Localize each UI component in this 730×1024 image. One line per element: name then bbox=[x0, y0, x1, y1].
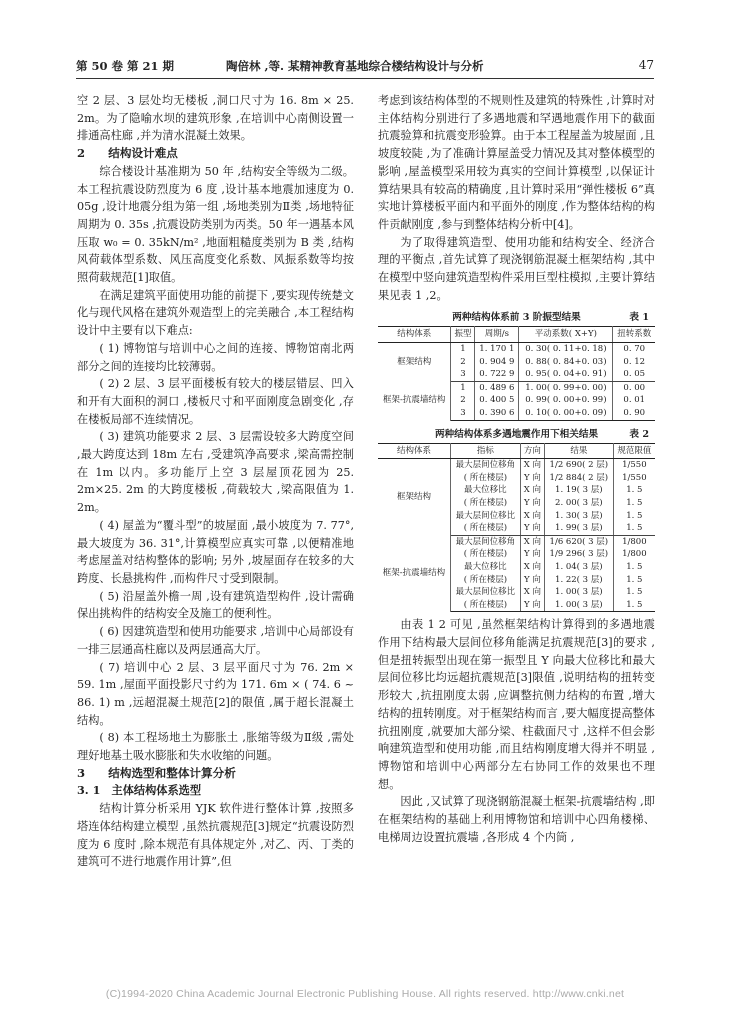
table-row bbox=[378, 535, 655, 548]
table-cell: 最大层间位移角 bbox=[450, 535, 520, 548]
page-number: 47 bbox=[638, 58, 654, 72]
table-cell: 1. 00( 3 层) bbox=[544, 599, 613, 612]
table-cell: Y 向 bbox=[520, 599, 544, 612]
table-cell: 框架-抗震墙结构 bbox=[378, 535, 450, 612]
subsection-heading: 3. 1 主体结构体系选型 bbox=[77, 783, 202, 798]
running-header bbox=[76, 50, 654, 74]
table-cell: Y 向 bbox=[520, 548, 544, 561]
paragraph: 结构计算分析采用 YJK 软件进行整体计算 ,按照多塔连体结构建立模型 ,虽然抗震规范[3]规定“抗震设防烈度为 6 度时 ,除本规范有具体规定外 ,对乙、丙、丁类的建筑可不进行地震作用计算”,但 bbox=[77, 802, 354, 869]
list-item: ( 6) 因建筑造型和使用功能要求 ,培训中心局部设有一排三层通高柱廊以及两层通高大厅。 bbox=[77, 625, 354, 656]
table-cell: X 向 bbox=[520, 561, 544, 574]
list-item: ( 2) 2 层、3 层平面楼板有较大的楼层错层、凹入和开有大面积的洞口 ,楼板尺寸和平面刚度急剧变化 ,存在楼板局部不连续情况。 bbox=[77, 377, 354, 426]
list-item: ( 7) 培训中心 2 层、3 层平面尺寸为 76. 2m × 59. 1m ,屋面平面投影尺寸约为 171. 6m × ( 74. 6 ~ 86. 1) m ,远超混凝土规范[2]的限值 ,属于超长混凝土结构。 bbox=[77, 660, 354, 727]
table-cell: 1/550 bbox=[622, 472, 647, 483]
table-cell: X 向 bbox=[520, 459, 544, 472]
table-cell: 框架-抗震墙结构 bbox=[378, 381, 451, 420]
table-cell: 0. 00 bbox=[623, 382, 646, 393]
table-cell: 3 bbox=[451, 368, 475, 381]
table-cell: 1/6 620( 3 层) bbox=[544, 535, 613, 548]
table-cell: 最大层间位移比 bbox=[450, 586, 520, 599]
table-cell: 1. 22( 3 层) bbox=[544, 574, 613, 587]
table-caption bbox=[378, 310, 655, 326]
paragraph: 为了取得建筑造型、使用功能和结构安全、经济合理的平衡点 ,首先试算了现浇钢筋混凝土框架结构 ,其中在模型中竖向建筑造型构件采用巨型柱模拟 ,主要计算结果见表 1 ,2。 bbox=[378, 235, 655, 302]
list-item: ( 4) 屋盖为“覆斗型”的坡屋面 ,最小坡度为 7. 77°,最大坡度为 36. 31°,计算模型应真实可靠 ,以便精准地考虑屋盖对结构整体的影响; 另外 ,坡屋面存在较多的大跨度、长悬挑构件 ,而构件尺寸受到限制。 bbox=[77, 518, 354, 585]
list-item: ( 3) 建筑功能要求 2 层、3 层需设较多大跨度空间 ,最大跨度达到 18m 左右 ,受建筑净高要求 ,梁高需控制在 1m 以内。多功能厅上空 3 层屋顶花园为 25. 2m×25. 2m 的大跨度楼板 ,荷载较大 ,梁高限值为 1. 2m。 bbox=[77, 430, 354, 515]
table-cell: 1/800 bbox=[622, 549, 647, 560]
table-cell: 0. 10( 0. 00+0. 09) bbox=[519, 407, 613, 420]
table-cell: 1. 00( 0. 99+0. 00) bbox=[519, 381, 613, 394]
list-item: ( 5) 沿屋盖外檐一周 ,设有建筑造型构件 ,设计需确保出挑构件的结构安全及施工的便利性。 bbox=[77, 589, 354, 621]
table-cell: X 向 bbox=[520, 484, 544, 497]
list-item: ( 1) 博物馆与培训中心之间的连接、博物馆南北两部分之间的连接均比较薄弱。 bbox=[77, 341, 354, 373]
table-cell: 最大层间位移角 bbox=[450, 459, 520, 472]
table-cell: 1 bbox=[451, 381, 475, 394]
table-cell: X 向 bbox=[520, 535, 544, 548]
section-heading: 2 结构设计难点 bbox=[77, 146, 178, 161]
table-cell: 框架结构 bbox=[378, 459, 450, 536]
table-cell: 1. 5 bbox=[613, 599, 655, 612]
table-cell: ( 所在楼层) bbox=[450, 472, 520, 485]
table-cell: Y 向 bbox=[520, 574, 544, 587]
table-cell: 0. 30( 0. 11+0. 18) bbox=[519, 343, 613, 356]
table-cell: 1. 5 bbox=[626, 587, 643, 598]
table-cell: 0. 70 bbox=[623, 344, 646, 355]
table-cell: ( 所在楼层) bbox=[450, 548, 520, 561]
table-header: 周期/s bbox=[475, 327, 519, 343]
table-cell: Y 向 bbox=[520, 497, 544, 510]
table-header: 结构体系 bbox=[378, 443, 450, 459]
table-cell: 0. 12 bbox=[623, 356, 646, 367]
paragraph: 由表 1 2 可见 ,虽然框架结构计算得到的多遇地震作用下结构最大层间位移角能满足抗震规范[3]的要求 ,但是扭转振型出现在第一振型且 Y 向最大位移比和最大层间位移比均远超抗震规范[3]限值 ,说明结构的扭转变形较大 ,抗扭刚度太弱 ,应调整抗侧力结构的布置 ,增大结构的扭转刚度。对于框架结构而言 ,要大幅度提高整体抗扭刚度 ,就要加大部分梁、柱截面尺寸 ,这样不但会影响建筑造型和使用功能 ,而且结构刚度增大得并不明显 ,博物馆和培训中心两部分左右协同工作的效果也不理想。 bbox=[378, 618, 655, 791]
table-cell: 1/2 884( 2 层) bbox=[544, 472, 613, 485]
table-cell: 1. 5 bbox=[626, 485, 643, 496]
table-cell: 最大位移比 bbox=[450, 561, 520, 574]
table-cell: 0. 489 6 bbox=[475, 381, 519, 394]
header-rule bbox=[76, 78, 654, 79]
table-cell: ( 所在楼层) bbox=[450, 574, 520, 587]
table-cell: 1 bbox=[451, 343, 475, 356]
table-cell: ( 所在楼层) bbox=[450, 522, 520, 535]
table-header: 规范限值 bbox=[613, 443, 655, 459]
table-cell: 0. 88( 0. 84+0. 03) bbox=[519, 356, 613, 369]
table-cell: 0. 01 bbox=[623, 395, 646, 406]
table-cell: 2. 00( 3 层) bbox=[544, 497, 613, 510]
section-heading: 3 结构选型和整体计算分析 bbox=[77, 765, 236, 780]
table-cell: 1. 00( 3 层) bbox=[544, 586, 613, 599]
table-row bbox=[378, 343, 655, 356]
table-header: 方向 bbox=[520, 443, 544, 459]
table-cell: Y 向 bbox=[520, 522, 544, 535]
table-cell: 2 bbox=[451, 394, 475, 407]
table-cell: 框架结构 bbox=[378, 343, 451, 382]
table-cell: 0. 95( 0. 04+0. 91) bbox=[519, 368, 613, 381]
table-header: 指标 bbox=[450, 443, 520, 459]
table-caption bbox=[378, 427, 655, 443]
table-cell: 0. 390 6 bbox=[475, 407, 519, 420]
table-cell: 最大层间位移比 bbox=[450, 510, 520, 523]
table-cell: 1. 5 bbox=[626, 574, 643, 585]
table-cell: 0. 722 9 bbox=[475, 368, 519, 381]
table-cell: 1. 5 bbox=[626, 497, 643, 508]
table-header: 结构体系 bbox=[378, 327, 451, 343]
table-header: 平动系数( X+Y) bbox=[519, 327, 613, 343]
table-cell: 0. 400 5 bbox=[475, 394, 519, 407]
table-2 bbox=[378, 427, 655, 613]
paragraph: 综合楼设计基准期为 50 年 ,结构安全等级为二级。本工程抗震设防烈度为 6 度 ,设计基本地震加速度为 0. 05g ,设计地震分组为第一组 ,场地类别为Ⅱ类 ,场地特征周期为 0. 35s ,抗震设防类别为丙类。50 年一遇基本风压取 w₀ = 0. 35kN/m² ,地面粗糙度类别为 B 类 ,结构风荷载体型系数、风压高度变化系数、风振系数等均按照荷载规范[1]取值。 bbox=[77, 164, 354, 285]
table-cell: 1. 30( 3 层) bbox=[544, 510, 613, 523]
table-header: 扭转系数 bbox=[613, 327, 655, 343]
copyright-footer: (C)1994-2020 China Academic Journal Electronic Publishing House. All rights reserved. http://www.cnki.net bbox=[105, 988, 625, 1000]
table-cell: ( 所在楼层) bbox=[450, 497, 520, 510]
list-item: ( 8) 本工程场地土为膨胀土 ,胀缩等级为Ⅱ级 ,需处理好地基土吸水膨胀和失水收缩的问题。 bbox=[77, 731, 354, 763]
table-cell: 最大位移比 bbox=[450, 484, 520, 497]
table-header: 结果 bbox=[544, 443, 613, 459]
table-title: 两种结构体系前 3 阶振型结果 bbox=[452, 312, 581, 324]
right-column bbox=[378, 92, 655, 846]
table-cell: ( 所在楼层) bbox=[450, 599, 520, 612]
table-cell: X 向 bbox=[520, 586, 544, 599]
table-cell: 2 bbox=[451, 356, 475, 369]
journal-volume: 第 50 卷 第 21 期 bbox=[76, 59, 175, 73]
table-cell: 0. 90 bbox=[613, 407, 655, 420]
table-cell: 1. 170 1 bbox=[475, 343, 519, 356]
table-header: 振型 bbox=[451, 327, 475, 343]
table-cell: 3 bbox=[451, 407, 475, 420]
table-row bbox=[378, 381, 655, 394]
table-cell: 1. 04( 3 层) bbox=[544, 561, 613, 574]
table-cell: 1/800 bbox=[622, 536, 647, 547]
left-column bbox=[77, 92, 354, 871]
paragraph: 因此 ,又试算了现浇钢筋混凝土框架-抗震墙结构 ,即在框架结构的基础上利用博物馆和培训中心四角楼梯、电梯周边设置抗震墙 ,各形成 4 个内筒 , bbox=[378, 795, 655, 844]
table-cell: 1. 5 bbox=[626, 561, 643, 572]
table-cell: Y 向 bbox=[520, 472, 544, 485]
table-cell: X 向 bbox=[520, 510, 544, 523]
table-1 bbox=[378, 310, 655, 420]
table-number: 表 2 bbox=[629, 428, 649, 440]
table-cell: 1/550 bbox=[622, 460, 647, 471]
paragraph: 在满足建筑平面使用功能的前提下 ,要实现传统楚文化与现代风格在建筑外观造型上的完美融合 ,本工程结构设计中主要有以下难点: bbox=[77, 288, 354, 338]
table-cell: 0. 904 9 bbox=[475, 356, 519, 369]
table-title: 两种结构体系多遇地震作用下相关结果 bbox=[434, 428, 599, 440]
table-cell: 0. 99( 0. 00+0. 99) bbox=[519, 394, 613, 407]
table-cell: 1. 99( 3 层) bbox=[544, 522, 613, 535]
table-cell: 0. 05 bbox=[613, 368, 655, 381]
table-row bbox=[378, 459, 655, 472]
table-cell: 1. 19( 3 层) bbox=[544, 484, 613, 497]
table-number: 表 1 bbox=[629, 312, 649, 324]
article-running-title: 陶倍林 ,等. 某精神教育基地综合楼结构设计与分析 bbox=[226, 59, 484, 73]
table-cell: 1. 5 bbox=[626, 510, 643, 521]
table-cell: 1/2 690( 2 层) bbox=[544, 459, 613, 472]
paragraph: 空 2 层、3 层处均无楼板 ,洞口尺寸为 16. 8m × 25. 2m。为了隐喻水坝的建筑形象 ,在培训中心南侧设置一排通高柱廊 ,并为清水混凝土效果。 bbox=[77, 94, 354, 143]
table-cell: 1. 5 bbox=[613, 522, 655, 535]
table-cell: 1/9 296( 3 层) bbox=[544, 548, 613, 561]
paragraph: 考虑到该结构体型的不规则性及建筑的特殊性 ,计算时对主体结构分别进行了多遇地震和罕遇地震作用下的截面抗震验算和抗震变形验算。由于本工程屋盖为坡屋面 ,且坡度较陡 ,为了准确计算屋盖受力情况及其对整体模型的影响 ,屋盖模型采用较为真实的空间计算模型 ,以保证计算结果具有较高的精确度 ,且计算时采用“弹性楼板 6”真实地计算楼板平面内和平面外的刚度 ,作为整体结构的构件贡献刚度 ,参与到整体结构分析中[4]。 bbox=[378, 94, 655, 231]
